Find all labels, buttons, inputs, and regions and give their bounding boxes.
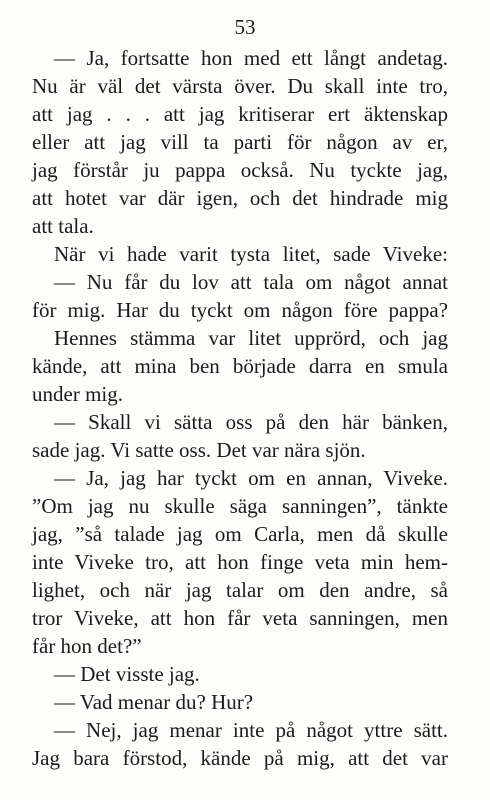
text-line: att tala. [32,214,94,238]
text-line: Jag bara förstod, kände på mig, att det var [32,746,448,770]
text-line: inte Viveke tro, att hon finge veta min hem- [32,550,448,574]
text-line: — Ja, jag har tyckt om en annan, Viveke. [54,466,448,490]
text-line: får hon det?” [32,634,142,658]
text-line: — Nej, jag menar inte på något yttre sätt. [54,718,448,742]
text-line: — Nu får du lov att tala om något annat [54,270,448,294]
body-text [32,44,448,772]
text-line: Hennes stämma var litet upprörd, och jag [54,326,448,350]
text-line: — Det visste jag. [54,662,200,686]
text-line: eller att jag vill ta parti för någon av er, [32,130,448,154]
text-line: Nu är väl det värsta över. Du skall inte tro, [32,74,448,98]
text-line: — Skall vi sätta oss på den här bänken, [54,410,448,434]
text-line: jag, ”så talade jag om Carla, men då skulle [32,522,448,546]
text-line: ”Om jag nu skulle säga sanningen”, tänkte [32,494,448,518]
text-line: under mig. [32,382,123,406]
text-line: — Ja, fortsatte hon med ett långt andetag. [54,46,448,70]
text-line: för mig. Har du tyckt om någon före pappa? [32,298,448,322]
text-line: lighet, och när jag talar om den andre, så [32,578,448,602]
text-line: När vi hade varit tysta litet, sade Viveke: [54,242,448,266]
text-line: att jag . . . att jag kritiserar ert äktenskap [32,102,448,126]
text-line: tror Viveke, att hon får veta sanningen, men [32,606,448,630]
text-line: sade jag. Vi satte oss. Det var nära sjön. [32,438,366,462]
text-line: jag förstår ju pappa också. Nu tyckte jag, [32,158,448,182]
page-number: 53 [234,15,256,39]
text-line: kände, att mina ben började darra en smula [32,354,448,378]
text-line: — Vad menar du? Hur? [54,690,254,714]
text-line: att hotet var där igen, och det hindrade mig [32,186,448,210]
